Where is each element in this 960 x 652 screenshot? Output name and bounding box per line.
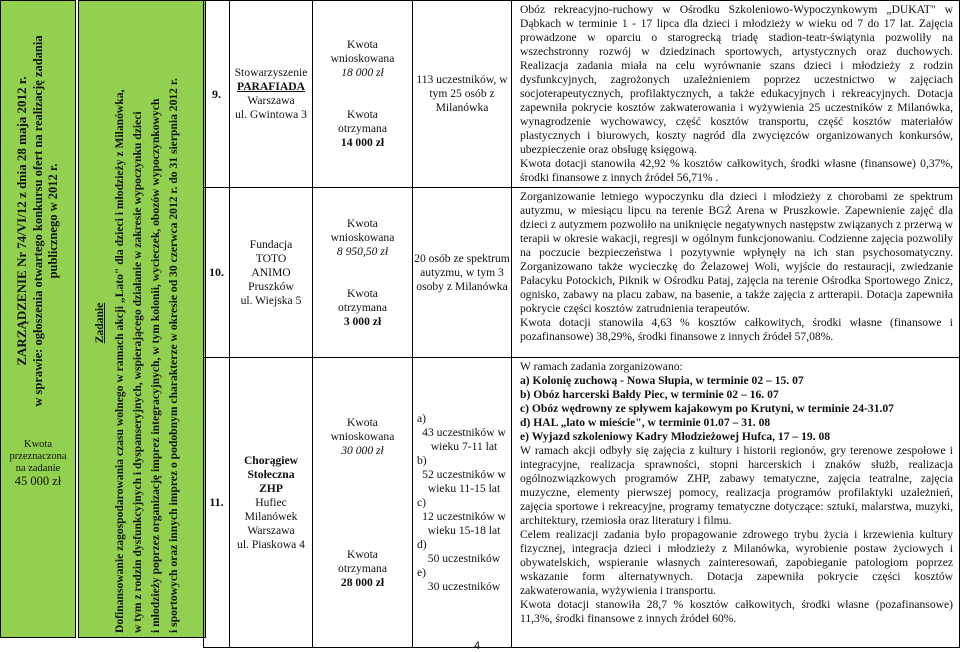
- org-line: Fundacja: [249, 237, 293, 251]
- org-line: Hufiec: [255, 495, 287, 509]
- participants-cell: 113 uczestników, w tym 25 osób z Milanówka: [413, 1, 512, 188]
- participants-cell: [413, 358, 512, 648]
- organization-cell: [230, 188, 313, 358]
- list-item: c) Obóz wędrowny ze spływem kajakowym po Krutyni, w terminie 24-31.07: [520, 402, 894, 415]
- decree-title: ZARZĄDZENIE Nr 74/VI/12 z dnia 28 maja 2012 r.: [14, 76, 29, 366]
- row-number: 10.: [204, 188, 230, 358]
- org-line: Stowarzyszenie: [234, 66, 308, 79]
- received-label: otrzymana: [338, 300, 387, 314]
- requested-value: 30 000 zł: [341, 443, 384, 457]
- amount-label-3: na zadanie: [15, 463, 61, 474]
- list-item: d): [417, 537, 427, 551]
- amount-label-2: przeznaczona: [9, 451, 67, 462]
- description-cell: [512, 1, 960, 188]
- received-value: 28 000 zł: [340, 575, 385, 589]
- org-line: ANIMO: [251, 265, 291, 279]
- table-row: [204, 358, 960, 648]
- list-item: 30 uczestników: [427, 579, 501, 593]
- requested-label: Kwota: [347, 415, 378, 429]
- amount-cell: [313, 188, 413, 358]
- list-item: 50 uczestników: [427, 551, 501, 565]
- amount-cell: [313, 1, 413, 188]
- list-item: e) Wyjazd szkoleniowy Kadry Młodzieżowej Hufca, 17 – 19. 08: [520, 430, 831, 443]
- list-item: e): [417, 565, 427, 579]
- org-name: Stołeczna: [247, 467, 295, 481]
- task-line-3: i młodzieży poprzez organizację imprez integracyjnych, w tym kolonii, wycieczek, obozów wypoczynkowych: [149, 98, 162, 633]
- description-paragraph: W ramach akcji odbyły się zajęcia z kultury i historii regionów, gry terenowe zespołowe i integracyjne, realizacja sprawności, stopni harcerskich i znaków służb, realizacja ogólnozwiązkowych programów ZHP, zabawy tematyczne, zajęcia teatralne, zajęcia muzyczne, elementy pierwszej pomocy, realizacja programów profilaktyki uzależnień, zajęcia sportowe i rekreacyjne, programy tematyczne dotyczące: sztuki, malarstwa, muzyki, architektury, rzemiosła oraz literatury i filmu.: [520, 444, 953, 527]
- org-line: Warszawa: [247, 523, 295, 537]
- received-label: otrzymana: [338, 561, 387, 575]
- requested-value: 8 950,50 zł: [336, 244, 389, 258]
- org-line: Pruszków: [248, 279, 294, 293]
- requested-label: wnioskowana: [330, 429, 395, 443]
- description-paragraph: Obóz rekreacyjno-ruchowy w Ośrodku Szkoleniowo-Wypoczynkowym „DUKAT" w Dąbkach w terminie 1 - 17 lipca dla dzieci i młodzieży w wieku od 7 do 17 lat. Zajęcia prowadzone w oparciu o starogrecką triadę stadion-teatr-świątynia pozwoliły na wszechstronny rozwój w dziedzinach sportowych, artystycznych oraz duchowych. Realizacja zadania miała na celu wyrównanie szans dzieci i młodzieży z rodzin dysfunkcyjnych, zagrożonych uzależnieniem poprzez uczestnictwo w zajęciach socjoterapeutycznych, profilaktycznych, a także edukacyjnych i rekreacyjnych. Dotacja zapewniła pokrycie kosztów zakwaterowania i wyżywienia 25 uczestników z Milanówka, wynagrodzenie wychowawcy, część kosztów transportu, część kosztów materiałów plastycznych i biurowych, koszty nagród dla zwycięzców organizowanych konkursów, ubezpieczenie oraz obsługę księgową.: [520, 3, 953, 156]
- task-line-1: Dofinansowanie zagospodarowania czasu wolnego w ramach akcji „Lato" dla dzieci i młodzieży z Milanówka,: [113, 89, 126, 633]
- row-number: 9.: [204, 1, 230, 188]
- org-line: Milanówek: [244, 509, 298, 523]
- description-paragraph: Celem realizacji zadania było propagowanie zdrowego trybu życia i krzewienia kultury fizycznej, integracja dzieci i młodzieży z Milanówka, wyrobienie postaw życiowych i obywatelskich, wspieranie własnych zainteresowań, zapobieganie patologiom poprzez wskazanie form alternatywnych. Dotacja zapewniła pokrycie części kosztów zakwaterowania, wyżywienia i transportu.: [520, 528, 953, 597]
- received-label: Kwota: [347, 286, 378, 300]
- received-label: Kwota: [347, 547, 378, 561]
- task-line-4: i sportowych oraz innych imprez o podobnym charakterze w okresie od 30 czerwca 2012 r. do 31 sierpnia 2012 r.: [167, 78, 180, 633]
- list-item: 52 uczestników w wieku 11-15 lat: [422, 467, 506, 495]
- description-paragraph: Zorganizowanie letniego wypoczynku dla dzieci i młodzieży z chorobami ze spektrum autyzmu, w miesiącu lipcu na terenie BGŻ Arena w Pruszkowie. Zapewnienie zajęć dla dzieci z autyzmem pozwoliło na uniknięcie negatywnych następstw związanych z przerwą w terapii w okresie wakacji, regresji w ogólnym funkcjonowaniu. Codzienne zajęcia pozwoliły na poczucie bezpieczeństwa i pozytywnie wpłynęły na ich stan psychosomatyczny. Zorganizowano także wycieczkę do Żelazowej Woli, wyjście do restauracji, zwiedzanie Pałacyku Potockich, Piknik w Ośrodku Pataj, zajęcia na terenie Ośrodka Sportowego Znicz, ognisko, zabawy na placu zabaw, na basenie, a także zajęcia z artterapii. Dotacja zapewniła pokrycie części kosztów zatrudnienia terapeutów.: [520, 190, 953, 315]
- requested-value: 18 000 zł: [341, 66, 384, 79]
- received-label: otrzymana: [338, 122, 387, 135]
- amount-cell: [313, 358, 413, 648]
- org-name: Chorągiew: [243, 453, 299, 467]
- list-item: b): [417, 453, 427, 467]
- requested-label: wnioskowana: [330, 52, 395, 65]
- received-value: 14 000 zł: [340, 136, 385, 149]
- task-column: [78, 0, 206, 638]
- list-item: 12 uczestników w wieku 15-18 lat: [422, 509, 506, 537]
- funding-summary: Kwota dotacji stanowiła 42,92 % kosztów całkowitych, środki własne (finansowe) 0,37%, środki finansowe z innych źródeł 56,71% .: [520, 157, 953, 184]
- org-line: ul. Gwintowa 3: [235, 108, 307, 121]
- requested-label: Kwota: [347, 38, 378, 51]
- page-number: 4: [474, 640, 481, 652]
- description-cell: [512, 358, 960, 648]
- received-value: 3 000 zł: [343, 314, 382, 328]
- org-name: ZHP: [259, 481, 283, 495]
- task-line-2: w tym z rodzin dysfunkcyjnych i dyspanseryjnych, wspierającego działanie w zakresie wypoczynku dzieci: [131, 111, 144, 633]
- list-item: c): [417, 495, 427, 509]
- decree-subtitle-1: w sprawie: ogłoszenia otwartego konkursu ofert na realizację zadania: [31, 35, 45, 407]
- list-item: a) Kolonię zuchową - Nowa Słupia, w terminie 02 – 15. 07: [520, 374, 804, 387]
- description-intro: W ramach zadania zorganizowano:: [520, 360, 683, 373]
- org-line: ul. Piaskowa 4: [237, 537, 305, 551]
- list-item: 43 uczestników w wieku 7-11 lat: [422, 425, 506, 453]
- row-number: 11.: [204, 358, 230, 648]
- task-heading: Zadanie: [93, 302, 106, 344]
- description-cell: [512, 188, 960, 358]
- org-name: PARAFIADA: [236, 80, 306, 93]
- funding-summary: Kwota dotacji stanowiła 4,63 % kosztów całkowitych, środki własne (finansowe i pozafinansowe) 38,29%, środki finansowe z innych źródeł 57,08%.: [520, 316, 953, 343]
- funding-summary: Kwota dotacji stanowiła 28,7 % kosztów całkowitych, środki własne (pozafinansowe) 11,3%, środki finansowe z innych źródeł 60%.: [520, 598, 953, 625]
- requested-label: wnioskowana: [330, 230, 395, 244]
- participants-cell: 20 osób ze spektrum autyzmu, w tym 3 osoby z Milanówka: [413, 188, 512, 358]
- grants-table: [203, 0, 960, 648]
- org-line: Warszawa: [247, 94, 295, 107]
- list-item: d) HAL „lato w mieście", w terminie 01.07 – 31. 08: [520, 416, 771, 429]
- organization-cell: [230, 358, 313, 648]
- header-column: [0, 0, 76, 638]
- received-label: Kwota: [347, 108, 378, 121]
- list-item: b) Obóz harcerski Bałdy Piec, w terminie 02 – 16. 07: [520, 388, 779, 401]
- org-line: TOTO: [255, 251, 287, 265]
- list-item: a): [417, 411, 427, 425]
- amount-block: [1, 439, 75, 487]
- table-row: [204, 188, 960, 358]
- decree-subtitle-2: publicznego w 2012 r.: [46, 163, 60, 279]
- amount-value: 45 000 zł: [14, 474, 62, 488]
- organization-cell: [230, 1, 313, 188]
- org-line: ul. Wiejska 5: [240, 293, 302, 307]
- requested-label: Kwota: [347, 216, 378, 230]
- amount-label-1: Kwota: [24, 439, 52, 450]
- table-row: [204, 1, 960, 188]
